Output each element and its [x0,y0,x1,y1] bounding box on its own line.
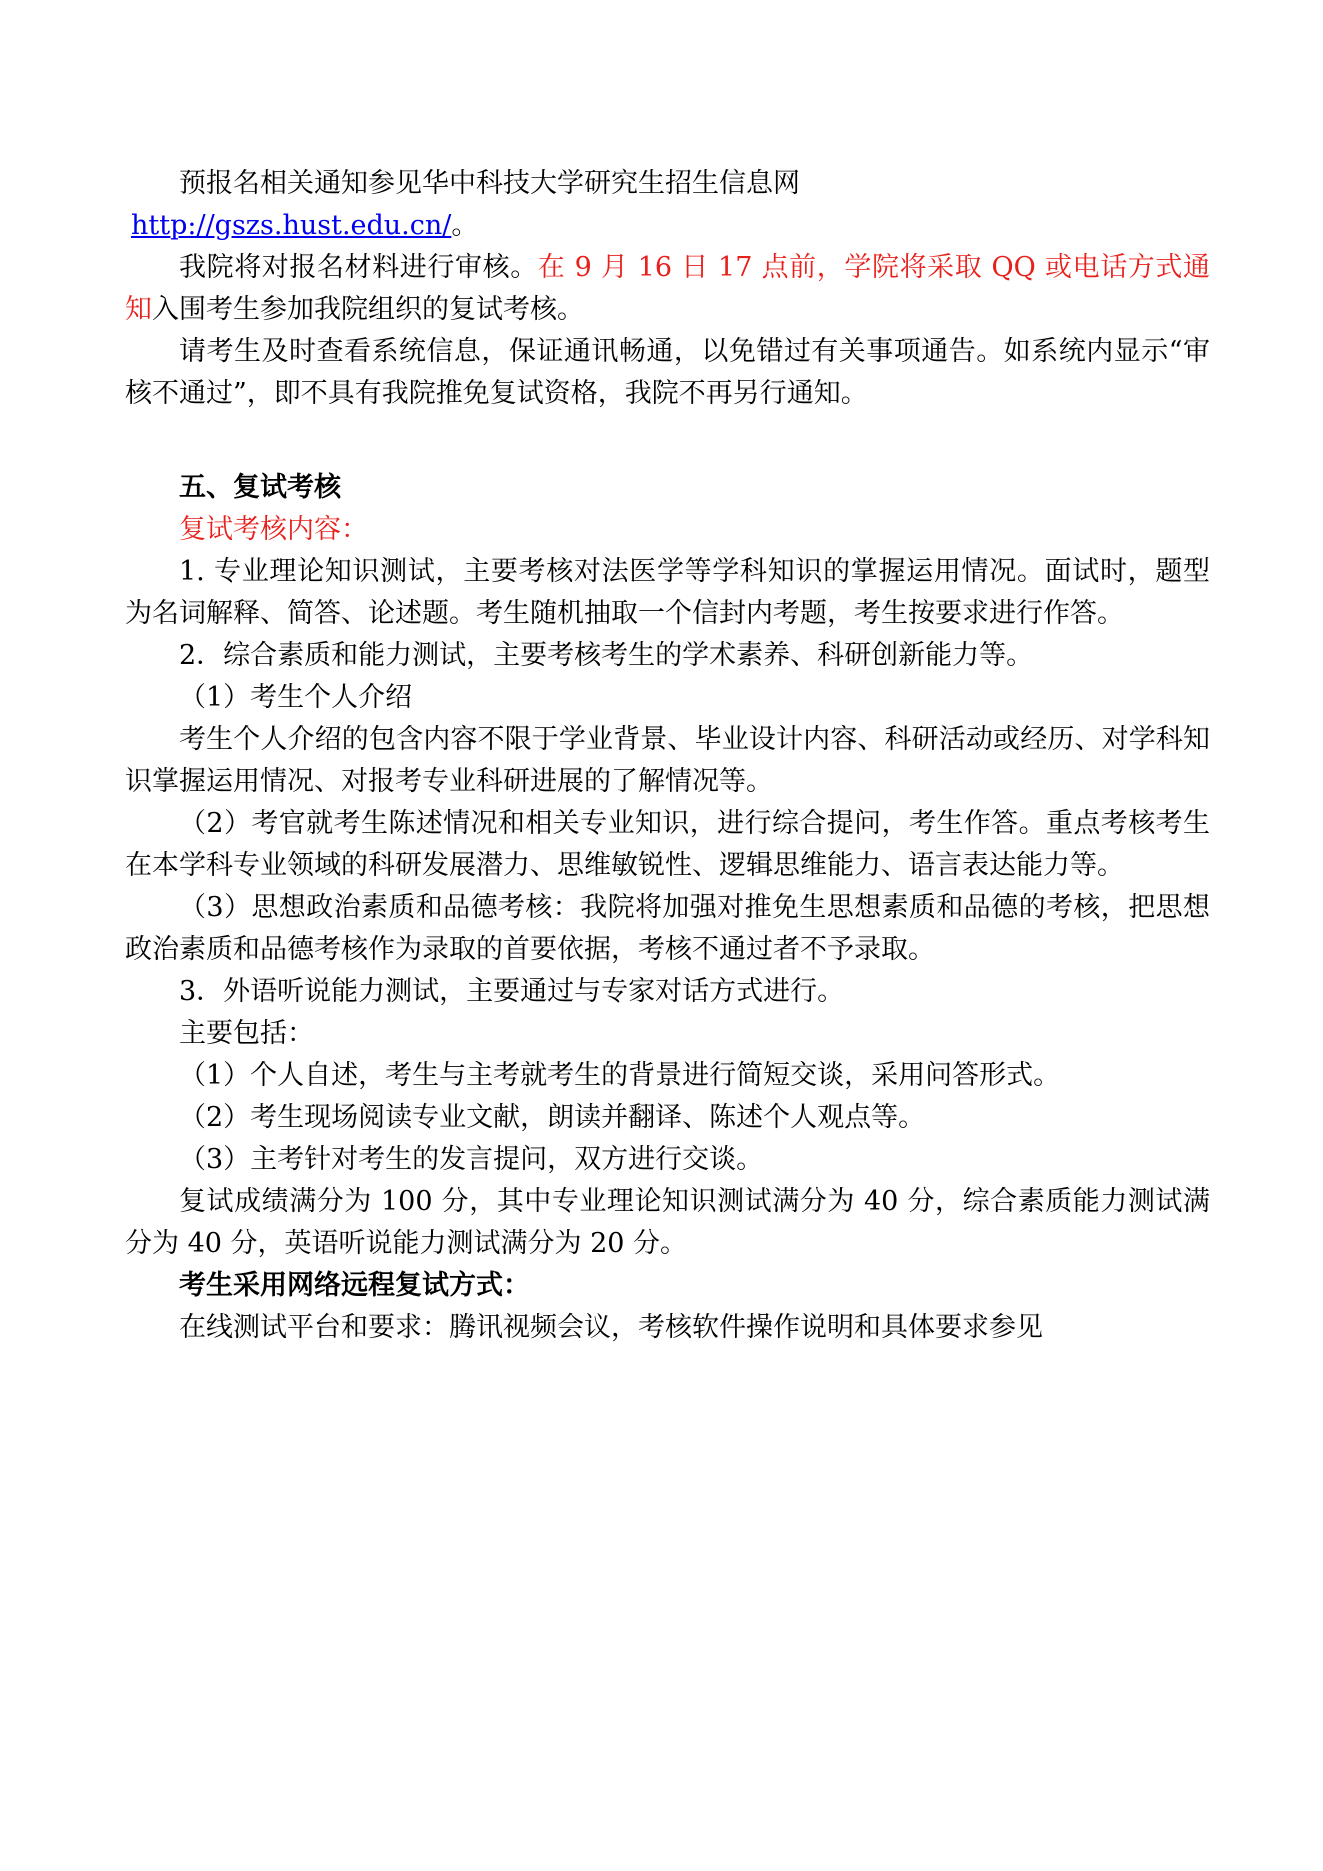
item-language-sub1: （1）个人自述，考生与主考就考生的背景进行简短交谈，采用问答形式。 [179,1060,1061,1091]
check-system-paragraph: 请考生及时查看系统信息，保证通讯畅通，以免错过有关事项通告。如系统内显示“审核不通过”，即不具有我院推免复试资格，我院不再另行通知。 [125,336,1210,409]
item-professional-test: 1. 专业理论知识测试，主要考核对法医学等学科知识的掌握运用情况。面试时，题型为名词解释、简答、论述题。考生随机抽取一个信封内考题，考生按要求进行作答。 [125,556,1210,629]
item-self-intro-body: 考生个人介绍的包含内容不限于学业背景、毕业设计内容、科研活动或经历、对学科知识掌握运用情况、对报考专业科研进展的了解情况等。 [125,724,1210,797]
prereg-notice-text: 预报名相关通知参见华中科技大学研究生招生信息网 [179,168,800,199]
item-ethics-assessment: （3）思想政治素质和品德考核：我院将加强对推免生思想素质和品德的考核，把思想政治素质和品德考核作为录取的首要依据，考核不通过者不予录取。 [125,892,1210,965]
item-questioning: （2）考官就考生陈述情况和相关专业知识，进行综合提问，考生作答。重点考核考生在本学科专业领域的科研发展潜力、思维敏锐性、逻辑思维能力、语言表达能力等。 [125,808,1210,881]
item-language-sub2: （2）考生现场阅读专业文献，朗读并翻译、陈述个人观点等。 [179,1102,926,1133]
spacer [125,415,1210,457]
link-suffix: 。 [451,210,479,241]
item-language-test: 3．外语听说能力测试，主要通过与专家对话方式进行。 [179,976,845,1007]
gszs-link[interactable]: http://gszs.hust.edu.cn/ [131,210,452,241]
content-heading: 复试考核内容： [179,514,368,545]
link-line [125,205,1210,247]
item-language-main: 主要包括： [179,1018,314,1049]
remote-body: 在线测试平台和要求：腾讯视频会议，考核软件操作说明和具体要求参见 [179,1312,1043,1343]
spacer-small [125,457,1210,467]
document-page [125,163,1210,1349]
item-comprehensive-test: 2．综合素质和能力测试，主要考核考生的学术素养、科研创新能力等。 [179,640,1034,671]
review-post: 入围考生参加我院组织的复试考核。 [152,294,584,325]
review-deadline-highlight: 在 9 月 16 日 17 点前，学院将采取 QQ 或电话方式通知 [125,252,1210,325]
section-heading: 五、复试考核 [179,472,341,503]
remote-heading: 考生采用网络远程复试方式： [179,1270,530,1301]
prereg-notice [125,163,1210,205]
review-pre: 我院将对报名材料进行审核。 [179,252,538,283]
item-self-intro-title: （1）考生个人介绍 [179,682,413,713]
score-paragraph: 复试成绩满分为 100 分，其中专业理论知识测试满分为 40 分，综合素质能力测试满分为 40 分，英语听说能力测试满分为 20 分。 [125,1186,1210,1259]
item-language-sub3: （3）主考针对考生的发言提问，双方进行交谈。 [179,1144,764,1175]
review-paragraph [125,247,1210,331]
